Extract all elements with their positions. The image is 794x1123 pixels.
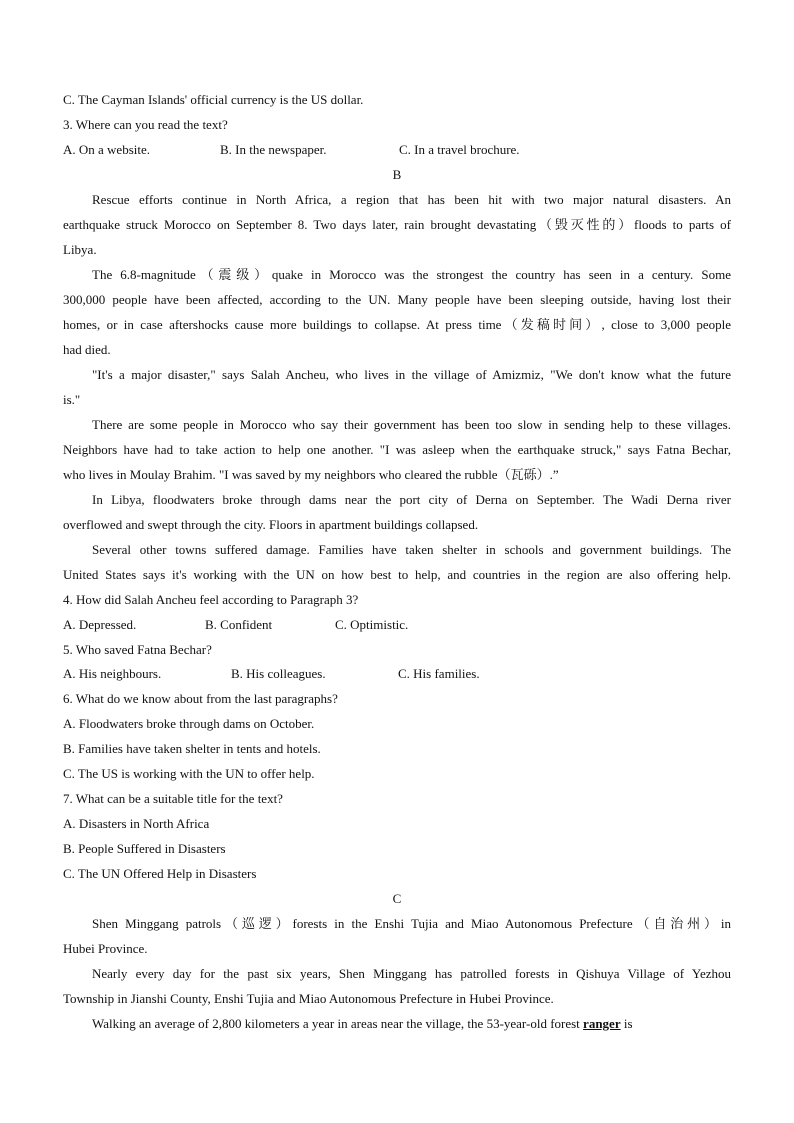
b-line-14: overflowed and swept through the city. Floors in apartment buildings collapsed.	[63, 517, 479, 532]
q3-option-b: B. In the newspaper.	[220, 142, 327, 157]
c-line-5-tail: is	[623, 1016, 633, 1031]
q6-option-c: C. The US is working with the UN to offer help.	[63, 766, 315, 781]
q7-option-c: C. The UN Offered Help in Disasters	[63, 866, 257, 881]
q6-question: 6. What do we know about from the last paragraphs?	[63, 691, 338, 706]
b-line-9: is."	[63, 392, 81, 407]
c-line-3: Nearly every day for the past six years, Shen Minggang has patrolled forests in Qishuya Village of Yezhou	[92, 966, 731, 981]
q4-option-b: B. Confident	[205, 617, 273, 632]
b-line-2: earthquake struck Morocco on September 8. Two days later, rain brought devastating（毁灭性的）floods to parts of	[63, 217, 731, 232]
b-line-16: United States says it's working with the UN on how best to help, and countries in the region are also offering help.	[63, 567, 731, 582]
section-b-heading: B	[392, 167, 402, 182]
b-line-6: homes, or in case aftershocks cause more buildings to collapse. At press time（发稿时间）, close to 3,000 people	[63, 317, 731, 332]
c-line-2: Hubei Province.	[63, 941, 148, 956]
q5-option-c: C. His families.	[398, 666, 480, 681]
q2-option-c: C. The Cayman Islands' official currency is the US dollar.	[63, 92, 364, 107]
q7-question: 7. What can be a suitable title for the text?	[63, 791, 283, 806]
q5-option-b: B. His colleagues.	[231, 666, 326, 681]
c-line-5-text: Walking an average of 2,800 kilometers a year in areas near the village, the 53-year-old forest	[92, 1016, 580, 1031]
b-line-10: There are some people in Morocco who say their government has been too slow in sending help to these villages.	[92, 417, 731, 432]
q4-option-c: C. Optimistic.	[335, 617, 409, 632]
b-line-15: Several other towns suffered damage. Families have taken shelter in schools and government buildings. The	[92, 542, 731, 557]
b-line-4: The 6.8-magnitude（震级）quake in Morocco was the strongest the country has seen in a century. Some	[92, 267, 731, 282]
q5-question: 5. Who saved Fatna Bechar?	[63, 642, 212, 657]
b-line-13: In Libya, floodwaters broke through dams near the port city of Derna on September. The Wadi Derna river	[92, 492, 731, 507]
q5-option-a: A. His neighbours.	[63, 666, 162, 681]
b-line-3: Libya.	[63, 242, 97, 257]
q6-option-a: A. Floodwaters broke through dams on October.	[63, 716, 315, 731]
section-c-heading: C	[392, 891, 402, 906]
q7-option-b: B. People Suffered in Disasters	[63, 841, 226, 856]
q7-option-a: A. Disasters in North Africa	[63, 816, 210, 831]
q4-option-a: A. Depressed.	[63, 617, 137, 632]
b-line-5: 300,000 people have been affected, according to the UN. Many people have been sleeping outside, having lost their	[63, 292, 731, 307]
q3-question: 3. Where can you read the text?	[63, 117, 228, 132]
q4-question: 4. How did Salah Ancheu feel according to Paragraph 3?	[63, 592, 359, 607]
q3-option-c: C. In a travel brochure.	[399, 142, 520, 157]
c-line-1: Shen Minggang patrols（巡逻）forests in the Enshi Tujia and Miao Autonomous Prefecture（自治州）in	[92, 916, 731, 931]
b-line-1: Rescue efforts continue in North Africa, a region that has been hit with two major natural disasters. An	[92, 192, 731, 207]
c-line-5	[92, 1011, 731, 1036]
vocab-highlight-ranger: ranger	[583, 1016, 621, 1031]
b-line-7: had died.	[63, 342, 111, 357]
q6-option-b: B. Families have taken shelter in tents and hotels.	[63, 741, 321, 756]
c-line-4: Township in Jianshi County, Enshi Tujia and Miao Autonomous Prefecture in Hubei Province.	[63, 991, 554, 1006]
b-line-8: "It's a major disaster," says Salah Ancheu, who lives in the village of Amizmiz, "We don't know what the future	[92, 367, 731, 382]
q3-option-a: A. On a website.	[63, 142, 151, 157]
b-line-12: who lives in Moulay Brahim. "I was saved by my neighbors who cleared the rubble（瓦砾）.”	[63, 467, 559, 482]
b-line-11: Neighbors have had to take action to help one another. "I was asleep when the earthquake struck," says Fatna Bechar,	[63, 442, 731, 457]
